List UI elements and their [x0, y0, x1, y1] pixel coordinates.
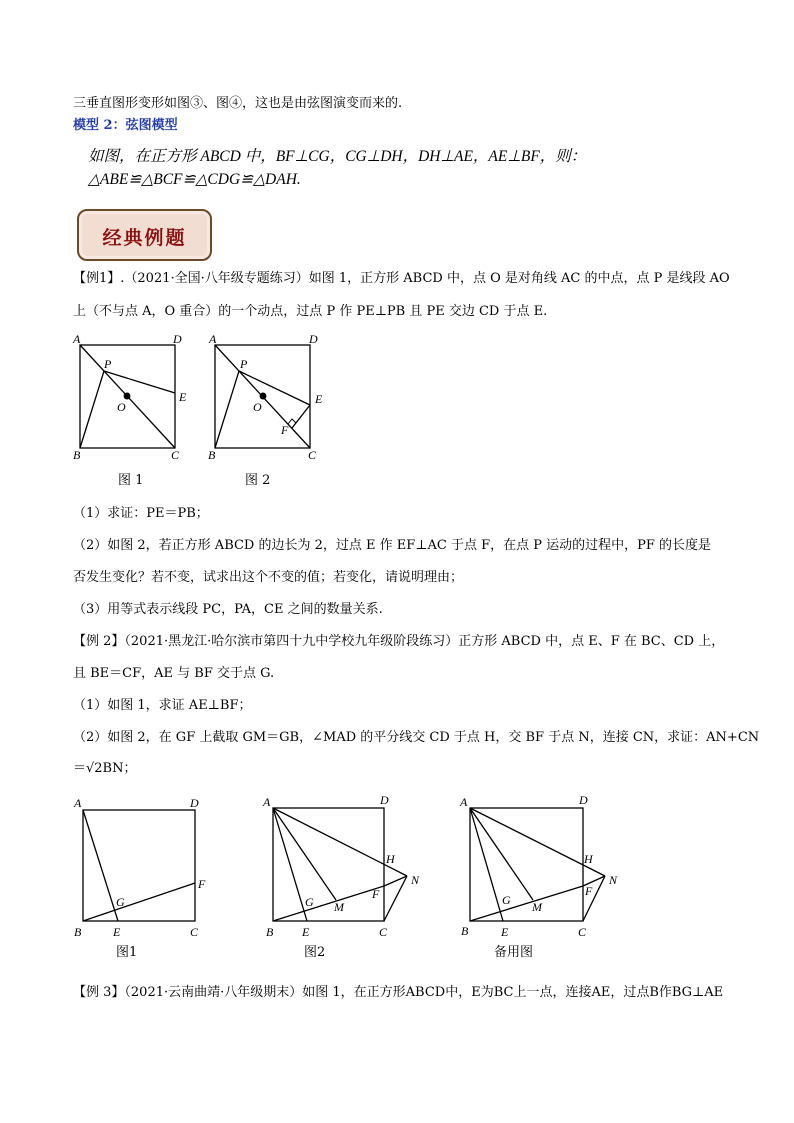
ex1-f2-label-f: F [281, 423, 289, 437]
ex2-f2-label-b: B [266, 925, 274, 939]
ex2-f2-label-f: F [372, 887, 380, 901]
ex1-f1-label-o: O [117, 400, 126, 414]
ex1-f1-label-d: D [173, 332, 182, 346]
ex2-f1-label-a: A [74, 796, 82, 810]
ex1-question-1: （1）求证：PE＝PB； [73, 506, 209, 521]
model-text-2: △ABE≌△BCF≌△CDG≌△DAH. [88, 171, 301, 188]
ex2-f1-label-b: B [74, 925, 82, 939]
ex1-f2-label-d: D [309, 332, 318, 346]
ex1-f2-label-p: P [240, 357, 248, 371]
ex1-f1-label-e: E [179, 390, 187, 404]
ex2-f2-label-g: G [305, 895, 314, 909]
ex2-question-2a: （2）如图 2，在 GF 上截取 GM＝GB，∠MAD 的平分线交 CD 于点 H，交 BF 于点 N，连接 CN，求证：AN+CN [73, 730, 760, 745]
ex2-f3-label-a: A [460, 795, 468, 809]
ex2-f3-label-h: H [584, 852, 593, 866]
ex2-f2-label-n: N [411, 873, 420, 887]
ex1-f2-label-o: O [253, 400, 262, 414]
ex1-f1-label-b: B [73, 448, 81, 462]
ex1-line1: 【例1】.（2021·全国·八年级专题练习）如图 1，正方形 ABCD 中，点 O 是对角线 AC 的中点，点 P 是线段 AO [73, 271, 730, 286]
ex2-f3-label-n: N [609, 873, 618, 887]
ex2-f1-label-d: D [190, 796, 199, 810]
section-badge-label: 经典例题 [102, 227, 187, 249]
ex2-f3-label-f: F [585, 884, 593, 898]
ex2-f2-label-c: C [379, 925, 388, 939]
model-text-1: 如图，在正方形 ABCD 中，BF⊥CG，CG⊥DH，DH⊥AE，AE⊥BF，则： [88, 148, 587, 165]
ex1-f1-label-a: A [73, 332, 81, 346]
ex1-fig1-caption: 图 1 [118, 473, 144, 488]
ex2-f3-label-g: G [502, 893, 511, 907]
ex1-figure-2 [215, 345, 310, 448]
ex1-f1-label-c: C [171, 448, 180, 462]
ex1-f2-label-b: B [208, 448, 216, 462]
ex2-line1: 【例 2】（2021·黑龙江·哈尔滨市第四十九中学校九年级阶段练习）正方形 ABCD 中，点 E、F 在 BC、CD 上， [73, 634, 725, 649]
ex2-fig2-caption: 图2 [304, 945, 326, 960]
ex1-f2-label-c: C [308, 448, 317, 462]
ex2-question-2b: ＝√2BN； [73, 761, 137, 776]
ex2-f3-label-m: M [532, 900, 542, 914]
section-badge [77, 209, 212, 261]
ex2-fig1-caption: 图1 [116, 945, 138, 960]
ex2-f2-label-m: M [334, 900, 344, 914]
ex1-question-2a: （2）如图 2，若正方形 ABCD 的边长为 2，过点 E 作 EF⊥AC 于点 F，在点 P 运动的过程中，PF 的长度是 [73, 538, 712, 553]
ex2-f2-label-d: D [380, 793, 389, 807]
ex1-question-3: （3）用等式表示线段 PC，PA，CE 之间的数量关系. [73, 602, 383, 617]
ex2-fig3-caption: 备用图 [494, 945, 534, 960]
ex2-f1-label-c: C [190, 925, 199, 939]
ex2-f3-label-c: C [578, 925, 587, 939]
ex2-line2: 且 BE＝CF，AE 与 BF 交于点 G. [73, 666, 275, 681]
ex2-figure-1 [83, 810, 195, 921]
ex1-f2-label-a: A [209, 332, 217, 346]
ex2-f2-label-h: H [386, 852, 395, 866]
ex1-figure-1 [80, 345, 175, 448]
model-title: 模型 2：弦图模型 [73, 118, 178, 133]
ex1-figures [60, 325, 350, 495]
ex1-f1-label-p: P [104, 357, 112, 371]
ex1-f2-label-e: E [315, 392, 323, 406]
ex2-question-1: （1）如图 1，求证 AE⊥BF； [73, 698, 252, 713]
ex3-line1: 【例 3】（2021·云南曲靖·八年级期末）如图 1，在正方形ABCD中，E为BC上一点，连接AE，过点B作BG⊥AE [73, 985, 724, 1000]
ex2-f2-label-e: E [302, 925, 310, 939]
ex2-f1-label-g: G [116, 895, 125, 909]
ex2-f1-label-f: F [198, 877, 206, 891]
ex2-f1-label-e: E [113, 925, 121, 939]
ex2-figures [65, 790, 725, 965]
ex1-question-2b: 否发生变化？若不变，试求出这个不变的值；若变化，请说明理由； [73, 570, 464, 585]
ex2-f3-label-b: B [461, 924, 469, 938]
intro-line: 三垂直图形变形如图③、图④，这也是由弦图演变而来的. [73, 96, 403, 111]
ex1-fig2-caption: 图 2 [245, 473, 271, 488]
ex2-f3-label-e: E [501, 925, 509, 939]
ex2-f3-label-d: D [579, 793, 588, 807]
ex1-line2: 上（不与点 A，O 重合）的一个动点，过点 P 作 PE⊥PB 且 PE 交边 CD 于点 E. [73, 304, 548, 319]
ex2-f2-label-a: A [263, 795, 271, 809]
